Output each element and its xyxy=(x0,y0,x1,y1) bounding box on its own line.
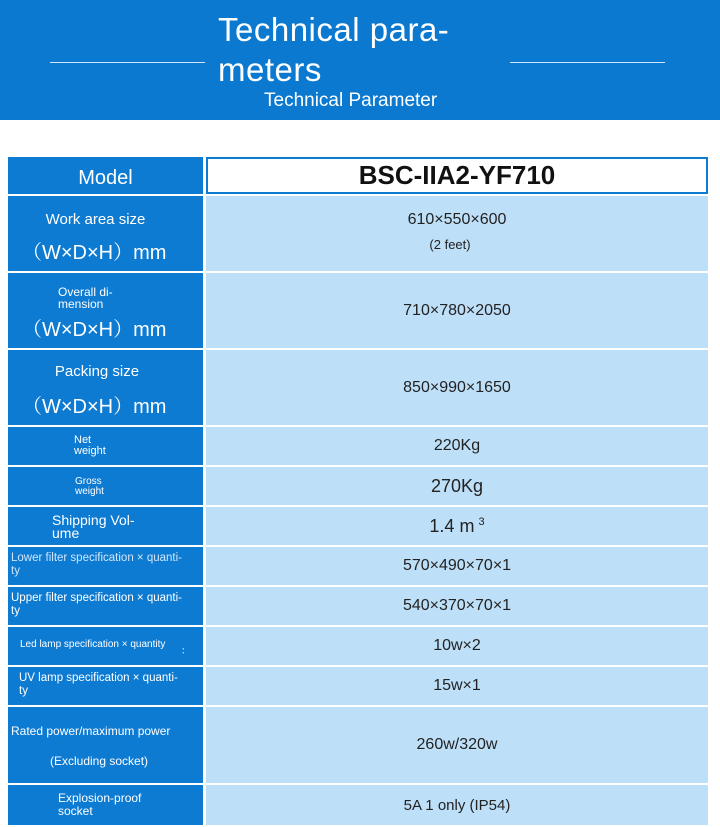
row-label-cell xyxy=(8,467,203,505)
table-row xyxy=(8,707,708,783)
header-label-cell xyxy=(8,157,203,194)
table-row xyxy=(8,350,708,425)
row-value: 710×780×2050 xyxy=(403,301,511,319)
row-value-cell xyxy=(206,547,708,585)
row-label-unit: （W×D×H）mm xyxy=(22,319,167,341)
header-value-cell xyxy=(206,157,708,194)
row-value-cell xyxy=(206,507,708,545)
row-value-superscript: 3 xyxy=(478,515,485,528)
row-value-cell xyxy=(206,667,708,705)
row-value-cell xyxy=(206,587,708,625)
table-row xyxy=(8,507,708,545)
row-value: 270Kg xyxy=(430,475,484,496)
row-label-cont: weight xyxy=(74,445,106,457)
row-value: 220Kg xyxy=(433,437,481,454)
page-subtitle: Technical Parameter xyxy=(264,90,438,111)
page-title-line-1: Technical para- xyxy=(218,11,450,48)
row-label-cell xyxy=(8,427,203,465)
row-value-cell xyxy=(206,427,708,465)
decorative-line-left xyxy=(50,62,205,63)
row-label-cont: socket xyxy=(58,804,93,818)
page-title-line-2: meters xyxy=(218,51,322,88)
row-value-cell xyxy=(206,196,708,271)
row-label-cell xyxy=(8,350,203,425)
table-row xyxy=(8,427,708,465)
header-label: Model xyxy=(78,167,133,189)
row-label-cont: weight xyxy=(75,486,104,497)
row-label: Explosion-proof xyxy=(58,791,142,805)
row-label-cont: ty xyxy=(11,605,20,617)
table-row xyxy=(8,547,708,585)
row-label: Net xyxy=(74,434,92,446)
row-label: Rated power/maximum power xyxy=(11,724,171,738)
row-label: Packing size xyxy=(54,363,140,380)
row-label-cell xyxy=(8,587,203,625)
row-label: Led lamp specification × quantity xyxy=(20,639,166,650)
row-label: Overall di- xyxy=(58,285,113,299)
row-label-cont: ： xyxy=(181,646,191,657)
row-value: 260w/320w xyxy=(416,736,498,753)
row-value: 850×990×1650 xyxy=(403,378,511,396)
row-value-note: (2 feet) xyxy=(429,237,471,252)
row-label-cont: ume xyxy=(52,525,80,541)
row-value-cell xyxy=(206,707,708,783)
table-header-row xyxy=(8,157,708,194)
model-name: BSC-IIA2-YF710 xyxy=(358,160,556,190)
row-label-cell xyxy=(8,547,203,585)
row-value: 15w×1 xyxy=(433,677,481,694)
row-value xyxy=(429,516,484,537)
row-label-cont: ty xyxy=(11,565,20,577)
row-label-unit: （W×D×H）mm xyxy=(22,242,167,264)
row-value-cell xyxy=(206,467,708,505)
table-row xyxy=(8,587,708,625)
row-label-cell xyxy=(8,785,203,825)
row-label: Shipping Vol- xyxy=(52,512,135,528)
table-row xyxy=(8,196,708,271)
row-label-cell xyxy=(8,667,203,705)
row-label: Gross xyxy=(75,476,102,487)
decorative-line-right xyxy=(510,62,665,63)
row-value-cell xyxy=(206,350,708,425)
row-label-cell xyxy=(8,627,203,665)
table-row xyxy=(8,273,708,348)
table-row xyxy=(8,785,708,825)
row-label: Work area size xyxy=(45,211,146,228)
row-value: 610×550×600 xyxy=(407,211,507,228)
row-label-cell xyxy=(8,273,203,348)
row-label-cell xyxy=(8,507,203,545)
row-value-number: 1.4 m xyxy=(429,515,475,536)
row-value: 570×490×70×1 xyxy=(402,557,512,574)
row-value-cell xyxy=(206,627,708,665)
row-label-cont: mension xyxy=(58,297,104,311)
table-row xyxy=(8,467,708,505)
row-label-cont: ty xyxy=(19,685,28,697)
row-value-cell xyxy=(206,273,708,348)
table-row xyxy=(8,627,708,665)
page-title xyxy=(218,10,478,90)
row-label: Lower filter specification × quanti- xyxy=(11,552,182,564)
row-label-cell xyxy=(8,196,203,271)
row-label-note: (Excluding socket) xyxy=(50,754,149,768)
row-label: UV lamp specification × quanti- xyxy=(19,672,178,684)
row-value: 10w×2 xyxy=(433,637,481,654)
row-label-unit: （W×D×H）mm xyxy=(22,396,167,418)
table-row xyxy=(8,667,708,705)
row-value-cell xyxy=(206,785,708,825)
header-banner xyxy=(0,0,720,120)
row-label: Upper filter specification × quanti- xyxy=(11,592,182,604)
row-value: 540×370×70×1 xyxy=(402,597,512,614)
row-label-cell xyxy=(8,707,203,783)
row-value: 5A 1 only (IP54) xyxy=(403,796,511,814)
